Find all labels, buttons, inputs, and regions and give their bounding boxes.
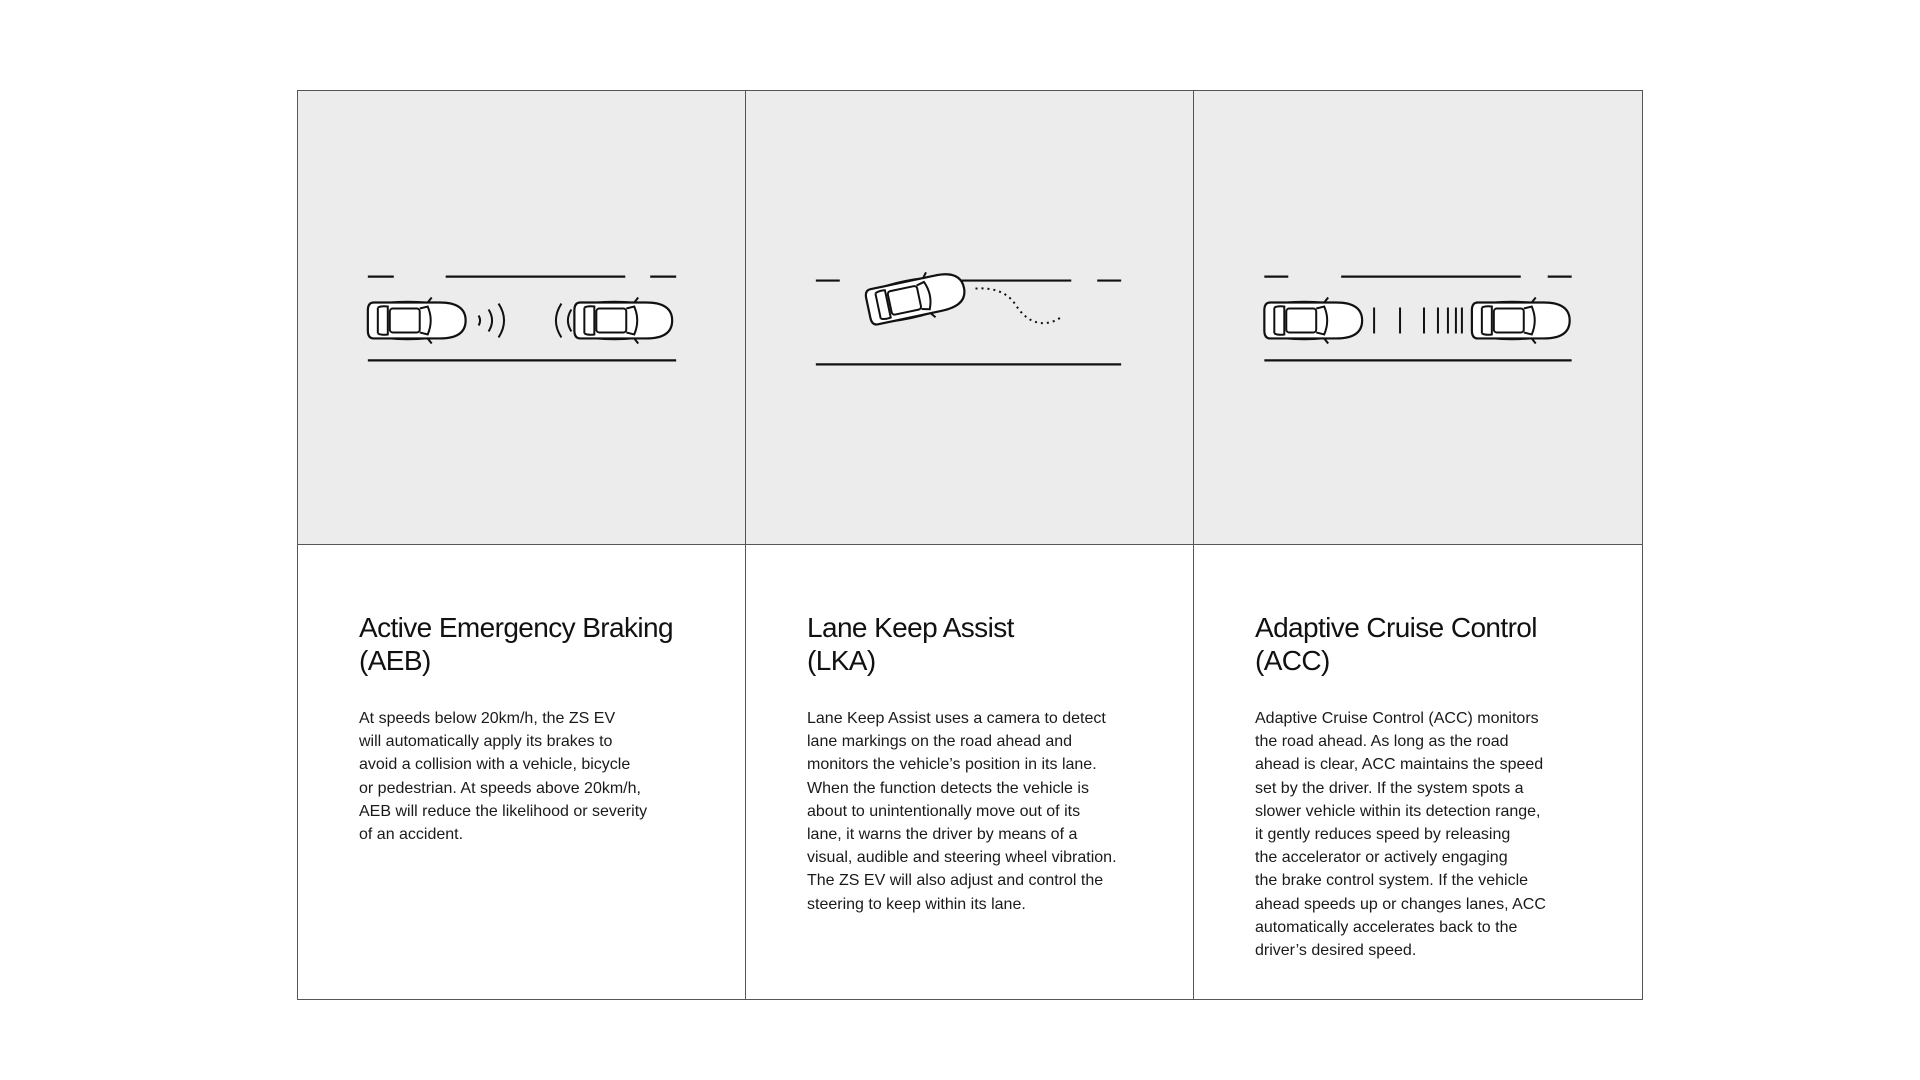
- lka-illustration-icon: [746, 91, 1193, 544]
- aeb-illustration-panel: [298, 91, 746, 545]
- aeb-title-line2: (AEB): [359, 645, 431, 676]
- aeb-text-panel: [298, 545, 746, 999]
- lka-title: [807, 611, 1137, 677]
- aeb-title: [359, 611, 689, 677]
- aeb-description: At speeds below 20km/h, the ZS EV will automatically apply its brakes to avoid a collision with a vehicle, bicycle or pedestrian. At speeds above 20km/h, AEB will reduce the likelihood or severity of an accident.: [359, 710, 648, 844]
- lka-title-line2: (LKA): [807, 645, 876, 676]
- acc-text-panel: [1194, 545, 1642, 999]
- lka-description: Lane Keep Assist uses a camera to detect lane markings on the road ahead and monitors the vehicle’s position in its lane. When the function detects the vehicle is about to unintentionally move out of its lane, it warns the driver by means of a visual, audible and steering wheel vibration. The ZS EV will also adjust and control the steering to keep within its lane.: [807, 710, 1117, 913]
- acc-title: [1255, 611, 1585, 677]
- acc-illustration-panel: [1194, 91, 1642, 545]
- acc-illustration-icon: [1194, 91, 1642, 544]
- lka-text-panel: [746, 545, 1194, 999]
- aeb-illustration-icon: [298, 91, 745, 544]
- acc-description: Adaptive Cruise Control (ACC) monitors the road ahead. As long as the road ahead is clear, ACC maintains the speed set by the driver. If the system spots a slower vehicle within its detection range, it gently reduces speed by releasing the accelerator or actively engaging the brake control system. If the vehicle ahead speeds up or changes lanes, ACC automatically accelerates back to the driver’s desired speed.: [1255, 710, 1546, 960]
- acc-title-line2: (ACC): [1255, 645, 1330, 676]
- aeb-title-line1: Active Emergency Braking: [359, 612, 673, 643]
- lka-illustration-panel: [746, 91, 1194, 545]
- lka-title-line1: Lane Keep Assist: [807, 612, 1014, 643]
- features-grid: [297, 90, 1643, 1000]
- acc-title-line1: Adaptive Cruise Control: [1255, 612, 1537, 643]
